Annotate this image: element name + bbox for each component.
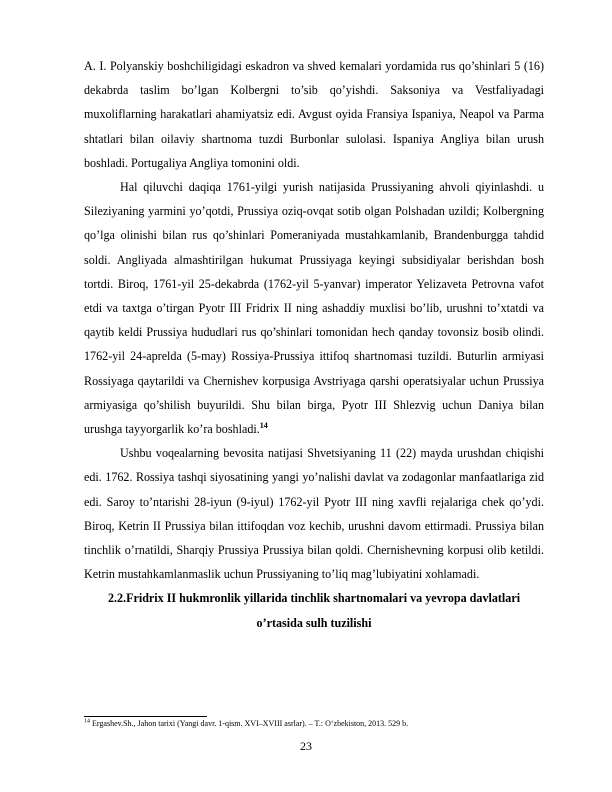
section-heading: 2.2.Fridrix II hukmronlik yillarida tinchlik shartnomalari va yevropa davlatlari o’rtasida sulh tuzilishi xyxy=(107,591,521,630)
paragraph-2 xyxy=(84,175,544,441)
page-number: 23 xyxy=(300,739,312,753)
footnote-text: Ergashev.Sh., Jahon tarixi (Yangi davr. 1-qism. XVI–XVIII asrlar). – T.: O‘zbekiston, 2013. 529 b. xyxy=(92,719,409,728)
footnote-separator xyxy=(84,716,207,717)
paragraph-3-text: Ushbu voqealarning bevosita natijasi Shvetsiyaning 11 (22) mayda urushdan chiqishi edi. 1762. Rossiya tashqi siyosatining yangi yo’nalishi davlat va zodagonlar manfaatlariga zid edi. Saroy to’ntarishi 28-iyun (9-iyul) 1762-yil Pyotr III ning xavfli rejalariga chek qo’ydi. Biroq, Ketrin II Prussiya bilan ittifoqdan voz kechib, urushni davom ettirmadi. Prussiya bilan tinchlik o’rnatildi, Sharqiy Prussiya Prussiya bilan qoldi. Chernishevning korpusi olib ketildi. Ketrin mustahkamlanmaslik uchun Prussiyaning to’liq mag’lubiyatini xohlamadi. xyxy=(84,446,544,582)
footnote xyxy=(84,719,544,729)
footnote-number: 14 xyxy=(84,718,90,725)
footnote-reference[interactable]: 14 xyxy=(259,421,268,431)
paragraph-1-text: A. I. Polyanskiy boshchiligidagi eskadron va shved kemalari yordamida rus qo’shinlari 5 (16) dekabrda taslim bo’lgan Kolbergni to’sib qo’yishdi. Saksoniya va Vestfaliyadagi muxoliflarning harakatlari ahamiyatsiz edi. Avgust oyida Fransiya Ispaniya, Neapol va Parma shtatlari bilan oilaviy shartnoma tuzdi Burbonlar sulolasi. Ispaniya Angliya bilan urush boshladi. Portugaliya Angliya tomonini oldi. xyxy=(84,59,544,170)
paragraph-3 xyxy=(84,441,544,586)
paragraph-2-text: Hal qiluvchi daqiqa 1761-yilgi yurish natijasida Prussiyaning ahvoli qiyinlashdi. u Sileziyaning yarmini yo’qotdi, Prussiya oziq-ovqat sotib olgan Polshadan uzildi; Kolbergning qo’lga olinishi bilan rus qo’shinlari Pomeraniyada mustahkamlanib, Brandenburgga tahdid soldi. Angliyada almashtirilgan hukumat Prussiyaga keyingi subsidiyalar berishdan bosh tortdi. Biroq, 1761-yil 25-dekabrda (1762-yil 5-yanvar) imperator Yelizaveta Petrovna vafot etdi va taxtga o’tirgan Pyotr III Fridrix II ning ashaddiy muxlisi bo’lib, urushni to’xtatdi va qaytib keldi Prussiya hududlari rus qo’shinlari tomonidan hech qanday tovonsiz bosib olindi. 1762-yil 24-aprelda (5-may) Rossiya-Prussiya ittifoq shartnomasi tuzildi. Buturlin armiyasi Rossiyaga qaytarildi va Chernishev korpusiga Avstriyaga qarshi operatsiyalar uchun Prussiya armiyasiga qo’shilish buyurildi. Shu bilan birga, Pyotr III Shlezvig uchun Daniya bilan urushga tayyorgarlik ko’ra boshladi. xyxy=(84,180,544,437)
document-body xyxy=(84,54,544,635)
paragraph-1 xyxy=(84,54,544,175)
